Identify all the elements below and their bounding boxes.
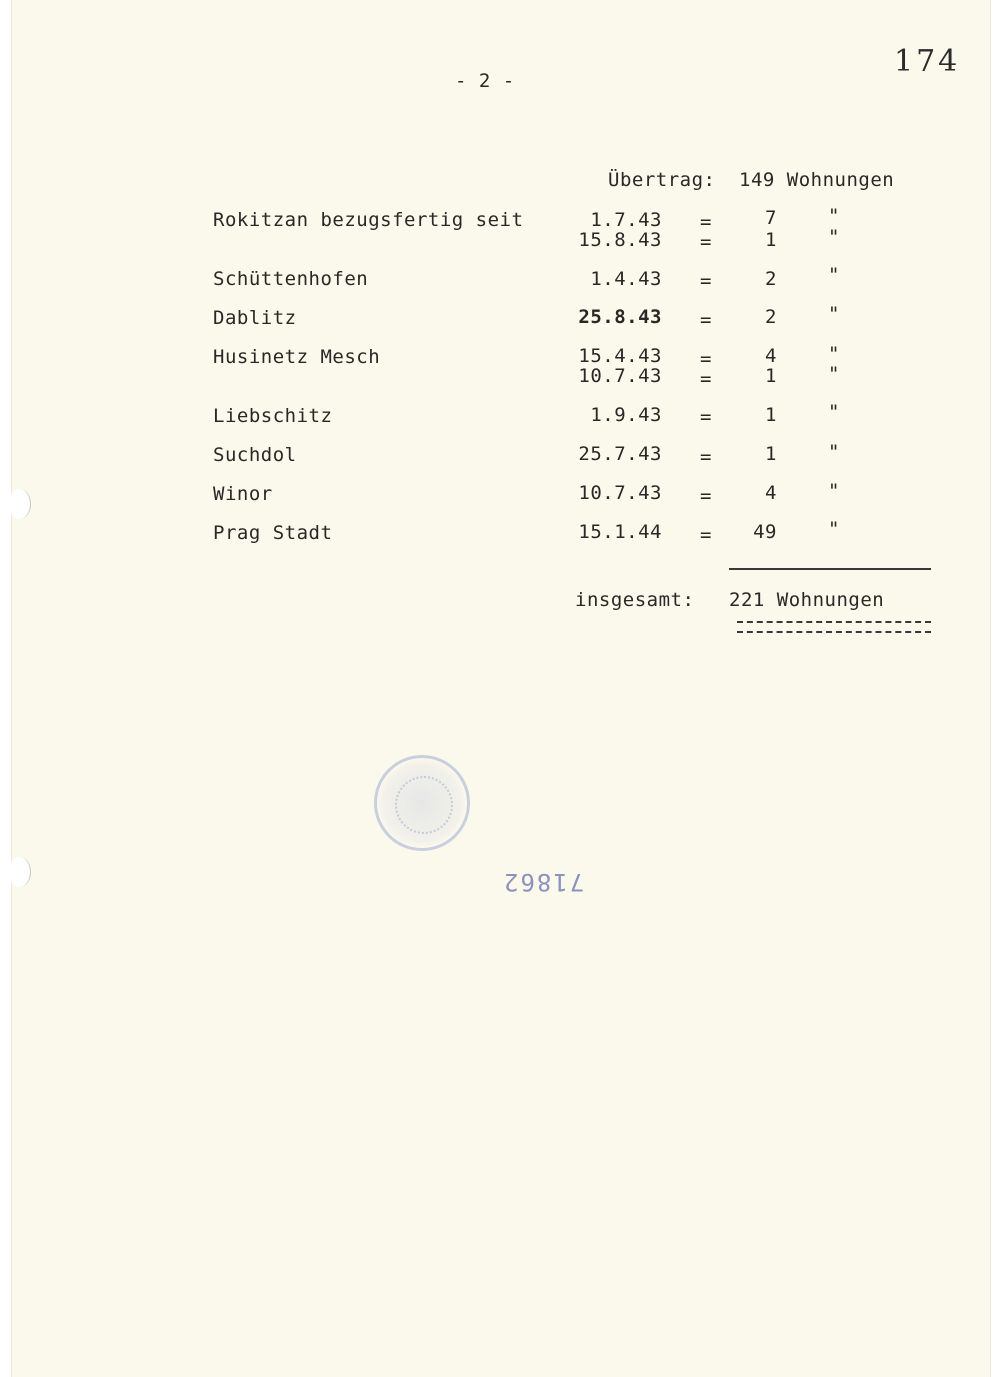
row-label: Rokitzan bezugsfertig seit bbox=[213, 209, 524, 231]
punch-hole bbox=[8, 857, 31, 887]
row-date: 25.8.43 bbox=[578, 306, 662, 328]
row-count: 1 bbox=[765, 229, 777, 251]
archive-number: 71862 bbox=[502, 868, 585, 896]
row-count: 1 bbox=[765, 443, 777, 465]
row-equals: = bbox=[700, 485, 712, 507]
archive-stamp-center bbox=[395, 776, 453, 834]
row-ditto: " bbox=[828, 205, 840, 227]
row-equals: = bbox=[700, 270, 712, 292]
row-date: 1.4.43 bbox=[590, 268, 662, 290]
row-label: Husinetz Mesch bbox=[213, 346, 381, 368]
total-label: insgesamt: bbox=[575, 589, 695, 611]
row-equals: = bbox=[700, 524, 712, 546]
folio-number: 174 bbox=[894, 44, 961, 79]
row-ditto: " bbox=[828, 226, 840, 248]
row-label: Liebschitz bbox=[213, 405, 333, 427]
row-count: 49 bbox=[753, 521, 777, 543]
row-equals: = bbox=[700, 231, 712, 253]
row-equals: = bbox=[700, 211, 712, 233]
total-value: 221 Wohnungen bbox=[729, 589, 885, 611]
row-count: 7 bbox=[765, 207, 777, 229]
row-ditto: " bbox=[828, 303, 840, 325]
row-date: 15.8.43 bbox=[578, 229, 662, 251]
row-date: 10.7.43 bbox=[578, 365, 662, 387]
row-label: Dablitz bbox=[213, 307, 297, 329]
row-equals: = bbox=[700, 446, 712, 468]
row-date: 1.9.43 bbox=[590, 404, 662, 426]
document-page bbox=[12, 0, 990, 1377]
sum-rule bbox=[729, 568, 931, 570]
row-ditto: " bbox=[828, 480, 840, 502]
carry-over-value: 149 Wohnungen bbox=[739, 169, 895, 191]
archive-stamp bbox=[374, 755, 470, 851]
row-count: 4 bbox=[765, 345, 777, 367]
double-underline-top bbox=[737, 621, 931, 623]
row-label: Prag Stadt bbox=[213, 522, 333, 544]
carry-over-label: Übertrag: bbox=[608, 169, 716, 191]
row-label: Suchdol bbox=[213, 444, 297, 466]
row-ditto: " bbox=[828, 363, 840, 385]
row-ditto: " bbox=[828, 518, 840, 540]
row-count: 2 bbox=[765, 306, 777, 328]
row-ditto: " bbox=[828, 343, 840, 365]
row-ditto: " bbox=[828, 441, 840, 463]
row-date: 25.7.43 bbox=[578, 443, 662, 465]
row-date: 1.7.43 bbox=[590, 209, 662, 231]
row-count: 1 bbox=[765, 404, 777, 426]
double-underline-bottom bbox=[737, 631, 931, 633]
row-equals: = bbox=[700, 368, 712, 390]
row-ditto: " bbox=[828, 264, 840, 286]
row-date: 15.1.44 bbox=[578, 521, 662, 543]
row-count: 4 bbox=[765, 482, 777, 504]
row-equals: = bbox=[700, 406, 712, 428]
row-label: Winor bbox=[213, 483, 273, 505]
row-ditto: " bbox=[828, 401, 840, 423]
row-date: 15.4.43 bbox=[578, 345, 662, 367]
row-date: 10.7.43 bbox=[578, 482, 662, 504]
row-count: 2 bbox=[765, 268, 777, 290]
row-label: Schüttenhofen bbox=[213, 268, 369, 290]
row-equals: = bbox=[700, 309, 712, 331]
page-number: - 2 - bbox=[455, 70, 515, 92]
punch-hole bbox=[8, 489, 31, 519]
row-equals: = bbox=[700, 348, 712, 370]
row-count: 1 bbox=[765, 365, 777, 387]
